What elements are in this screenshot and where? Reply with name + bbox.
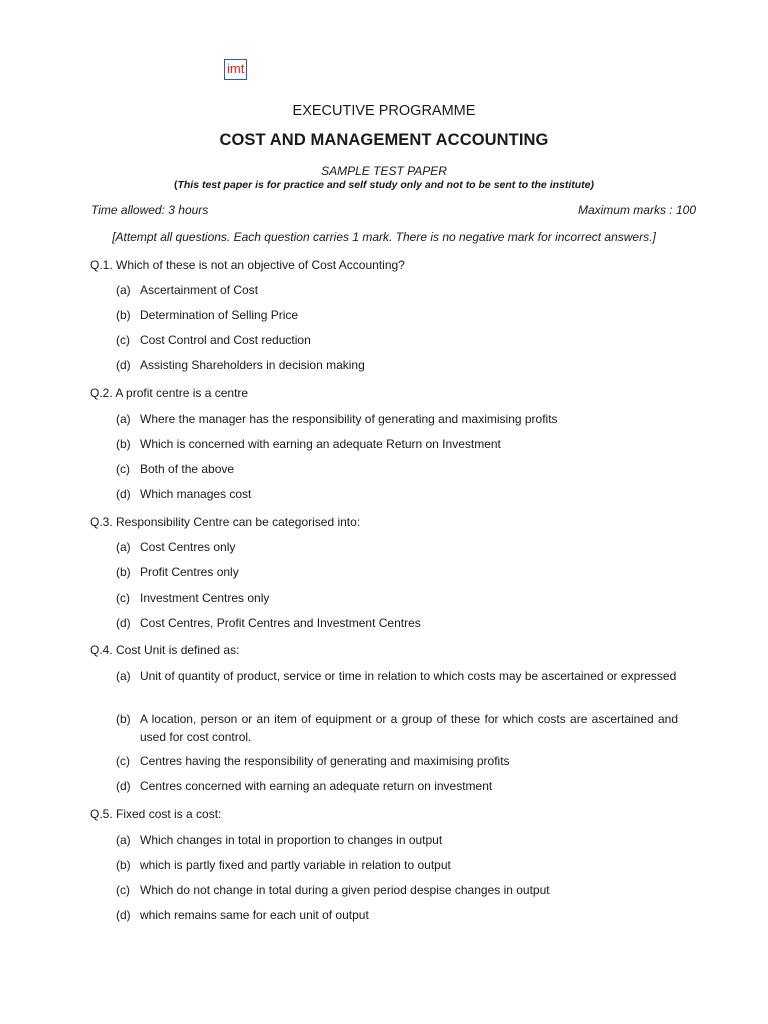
option-text: Cost Centres, Profit Centres and Investment Centres [140, 616, 421, 630]
q3-option-d [116, 615, 678, 633]
option-label: (b) [116, 858, 131, 872]
option-text: Cost Control and Cost reduction [140, 333, 311, 347]
imt-logo: imt [224, 59, 247, 80]
option-text: which is partly fixed and partly variable in relation to output [140, 858, 451, 872]
note-open-paren: ( [173, 179, 178, 191]
subject-title: COST AND MANAGEMENT ACCOUNTING [219, 131, 549, 149]
practice-note [0, 179, 768, 191]
q5-option-a [116, 832, 678, 850]
question-1: Q.1. Which of these is not an objective of Cost Accounting? [90, 258, 405, 272]
q4-option-d [116, 778, 678, 796]
option-text: Ascertainment of Cost [140, 283, 259, 297]
instructions: [Attempt all questions. Each question carries 1 mark. There is no negative mark for incorrect answers.] [112, 230, 656, 244]
question-2: Q.2. A profit centre is a centre [90, 386, 249, 400]
option-text: Determination of Selling Price [140, 308, 299, 322]
option-text: which remains same for each unit of output [140, 908, 369, 922]
q1-option-d [116, 357, 678, 375]
option-text: Which changes in total in proportion to changes in output [140, 833, 443, 847]
option-label: (b) [116, 712, 131, 726]
q4-option-b [116, 711, 678, 746]
note-text: This test paper is for practice and self study only and not to be sent to the institute) [177, 179, 595, 191]
question-5: Q.5. Fixed cost is a cost: [90, 807, 222, 821]
option-text: Assisting Shareholders in decision making [140, 358, 365, 372]
q1-option-a [116, 282, 678, 300]
time-allowed: Time allowed: 3 hours [91, 203, 209, 217]
option-text: Where the manager has the responsibility of generating and maximising profits [140, 412, 558, 426]
q2-option-c [116, 461, 678, 479]
option-text: Which manages cost [140, 487, 252, 501]
q5-option-b [116, 857, 678, 875]
paper-type: SAMPLE TEST PAPER [321, 164, 447, 178]
q3-option-a [116, 539, 678, 557]
option-text: Profit Centres only [140, 565, 239, 579]
option-label: (c) [116, 462, 130, 476]
option-label: (d) [116, 908, 131, 922]
option-label: (a) [116, 833, 131, 847]
question-3: Q.3. Responsibility Centre can be categorised into: [90, 515, 361, 529]
option-label: (d) [116, 358, 131, 372]
option-label: (d) [116, 616, 131, 630]
programme-heading: EXECUTIVE PROGRAMME [292, 103, 476, 119]
option-label: (c) [116, 883, 130, 897]
option-text: Investment Centres only [140, 591, 270, 605]
option-label: (d) [116, 487, 131, 501]
q2-option-b [116, 436, 678, 454]
option-text: Cost Centres only [140, 540, 236, 554]
option-label: (b) [116, 437, 131, 451]
q3-option-b [116, 564, 678, 582]
option-label: (c) [116, 754, 130, 768]
option-label: (c) [116, 591, 130, 605]
option-text: A location, person or an item of equipment or a group of these for which costs are ascertained and used for cost control. [140, 712, 678, 744]
option-label: (a) [116, 283, 131, 297]
maximum-marks: Maximum marks : 100 [577, 203, 696, 217]
q4-option-c [116, 753, 678, 771]
q1-option-b [116, 307, 678, 325]
option-text: Which do not change in total during a given period despise changes in output [140, 883, 550, 897]
option-label: (a) [116, 412, 131, 426]
q5-option-c [116, 882, 678, 900]
option-text: Centres having the responsibility of generating and maximising profits [140, 754, 510, 768]
q3-option-c [116, 590, 678, 608]
option-text: Unit of quantity of product, service or time in relation to which costs may be ascertained or expressed [140, 669, 677, 683]
option-label: (c) [116, 333, 130, 347]
question-4: Q.4. Cost Unit is defined as: [90, 643, 240, 657]
option-label: (b) [116, 308, 131, 322]
option-text: Both of the above [140, 462, 235, 476]
q4-option-a [116, 668, 678, 686]
q5-option-d [116, 907, 678, 925]
q2-option-a [116, 411, 678, 429]
option-text: Centres concerned with earning an adequate return on investment [140, 779, 493, 793]
q2-option-d [116, 486, 678, 504]
option-label: (a) [116, 669, 131, 683]
option-text: Which is concerned with earning an adequate Return on Investment [140, 437, 501, 451]
option-label: (b) [116, 565, 131, 579]
option-label: (a) [116, 540, 131, 554]
option-label: (d) [116, 779, 131, 793]
q1-option-c [116, 332, 678, 350]
